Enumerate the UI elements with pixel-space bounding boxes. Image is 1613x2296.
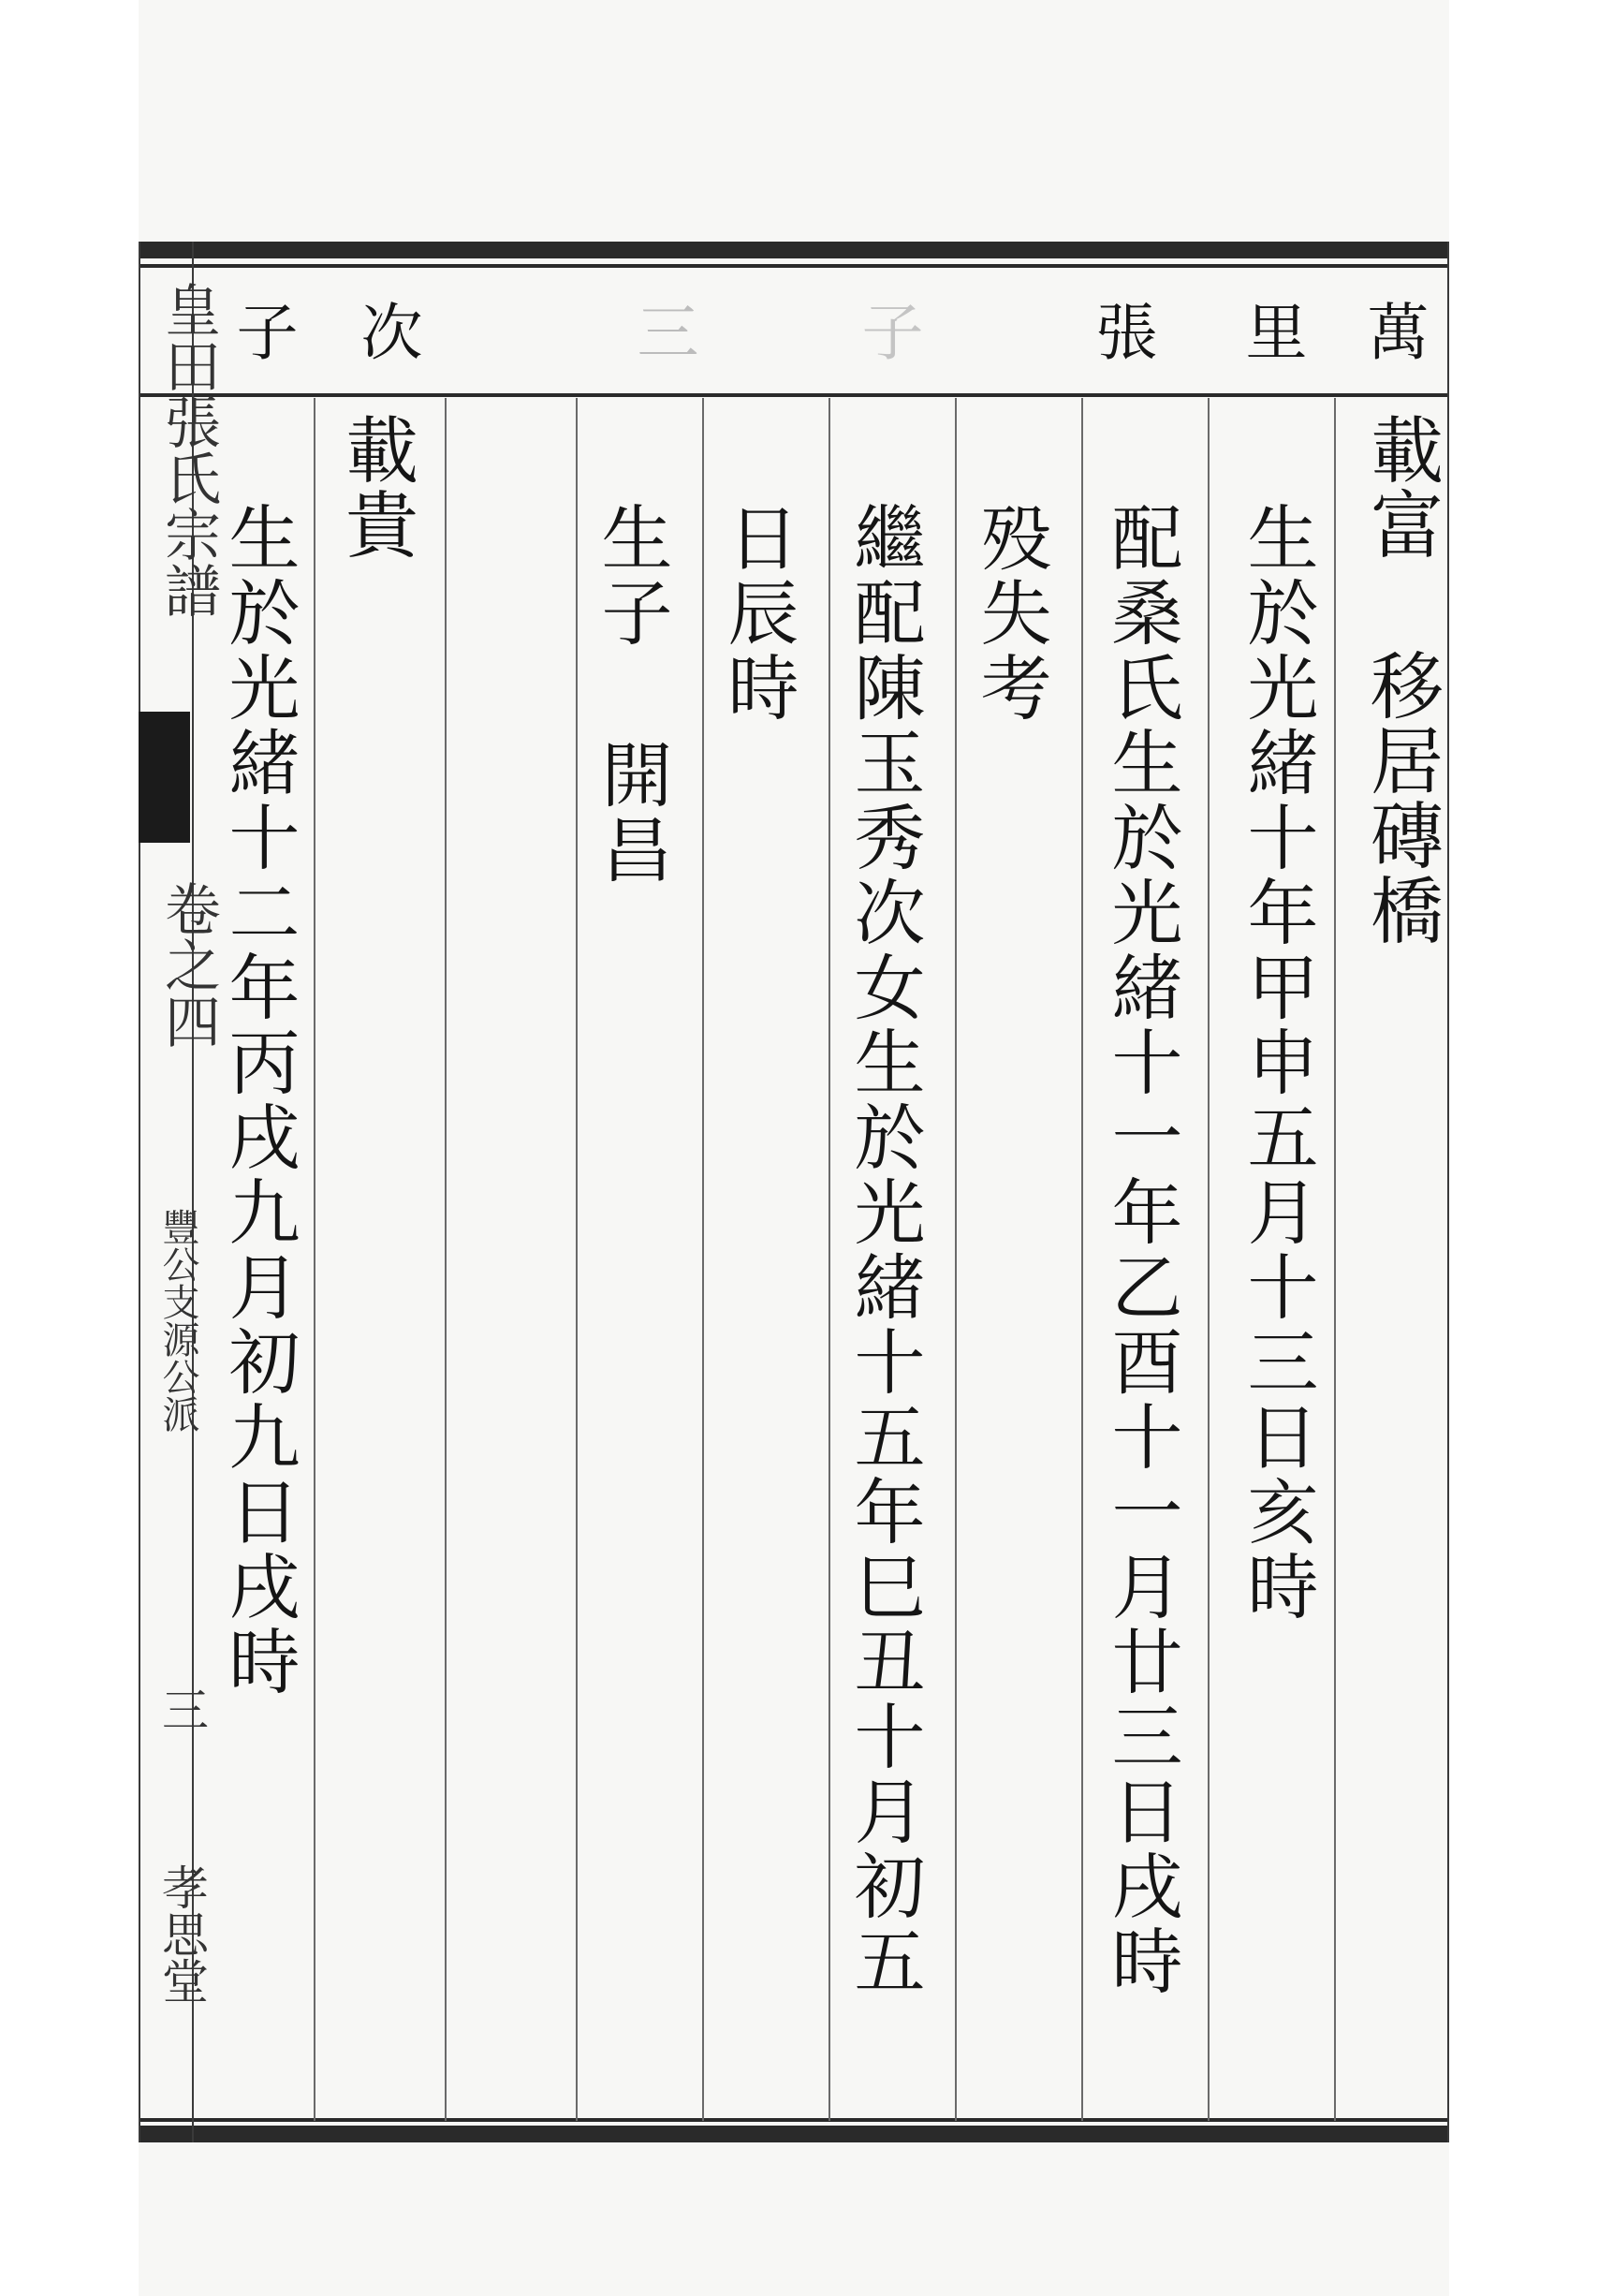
volume-label: 卷之四 <box>155 880 221 1049</box>
column-rule <box>1334 398 1336 2121</box>
entry-name-zaifu: 載富 移居磚橋 <box>1358 412 1443 948</box>
entry-continuation: 日辰時 <box>716 501 799 726</box>
top-border <box>139 242 1449 258</box>
column-rule <box>828 398 830 2121</box>
header-cell-faint: 子 <box>851 300 923 361</box>
entry-spouse: 配桑氏生於光緒十一年乙酉十一月廿三日戌時 <box>1100 501 1183 1999</box>
header-cell: 里 <box>1235 300 1307 361</box>
header-cell: 次 <box>350 300 422 361</box>
entry-children: 生子 開昌 <box>590 501 673 888</box>
entry-name-zaigui: 載貴 <box>333 412 418 562</box>
hall-name: 孝思堂 <box>154 1863 209 2004</box>
bottom-border <box>139 2126 1449 2142</box>
header-divider <box>139 393 1449 397</box>
entry-birth-zaigui: 生於光緒十二年丙戌九月初九日戌時 <box>217 501 301 1700</box>
column-rule <box>1081 398 1083 2121</box>
bottom-border-inner <box>139 2118 1449 2122</box>
column-rule <box>955 398 957 2121</box>
left-frame <box>139 242 140 2142</box>
column-rule <box>576 398 578 2121</box>
branch-label: 豐公支源公派 <box>156 1208 199 1433</box>
gutter-marker <box>139 712 190 843</box>
header-cell: 子 <box>226 300 298 361</box>
column-rule <box>445 398 447 2121</box>
column-rule <box>314 398 315 2121</box>
column-rule <box>1208 398 1210 2121</box>
page-number: 三 <box>154 1685 209 1732</box>
entry-birth: 生於光緒十年甲申五月十三日亥時 <box>1236 501 1319 1625</box>
top-border-inner <box>139 264 1449 268</box>
header-cell-faint: 三 <box>626 300 698 361</box>
book-title: 皇田張氏宗譜 <box>155 281 221 618</box>
entry-death: 殁失考 <box>969 501 1052 726</box>
header-cell: 張 <box>1085 300 1157 361</box>
right-margin <box>1449 0 1613 2296</box>
left-margin <box>0 0 139 2296</box>
entry-second-spouse: 繼配陳玉秀次女生於光緒十五年巳丑十月初五 <box>843 501 926 1999</box>
header-cell: 萬 <box>1356 300 1429 361</box>
column-rule <box>702 398 704 2121</box>
